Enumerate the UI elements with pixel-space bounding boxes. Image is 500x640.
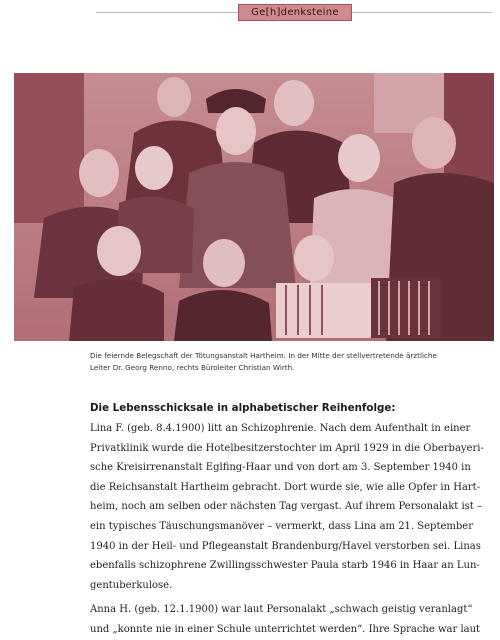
text-line: und „konnte nie in einer Schule unterrichtet werden“. Ihre Sprache war laut [90,623,481,635]
caption-line: Die feiernde Belegschaft der Tötungsanstalt Hartheim: In der Mitte der stellvertretende ärztliche [90,351,437,360]
text-line: sche Kreisirrenanstalt Eglfing-Haar und von dort am 3. September 1940 in [90,462,471,474]
header-rule-right [352,12,492,13]
paragraph-anna [90,600,494,639]
header-rule-left [96,12,238,13]
text-line: die Reichsanstalt Hartheim gebracht. Dort wurde sie, wie alle Opfer in Hart- [90,481,481,493]
text-line: ebenfalls schizophrene Zwillingsschwester Paula starb 1946 in Haar an Lun- [90,560,480,572]
section-heading: Die Lebensschicksale in alphabetischer Reihenfolge: [90,402,396,414]
text-line: 1940 in der Heil- und Pflegeanstalt Brandenburg/Havel verstorben sei. Linas [90,540,481,552]
text-line: Lina F. (geb. 8.4.1900) litt an Schizophrenie. Nach dem Aufenthalt in einer [90,423,471,434]
paragraph-lina [90,419,494,595]
text-line: ein typisches Täuschungsmanöver – vermerkt, dass Lina am 21. September [90,520,473,532]
group-photo [14,73,494,341]
text-line: Privatklinik wurde die Hotelbesitzerstochter im April 1929 in die Oberbayeri- [90,442,484,454]
text-line: heim, noch am selben oder nächsten Tag vergast. Auf ihrem Personalakt ist – [90,501,482,513]
text-line: Anna H. (geb. 12.1.1900) war laut Personalakt „schwach geistig veranlagt“ [90,604,473,615]
group-photo-illustration [14,73,494,341]
photo-caption [90,350,494,374]
text-line: gentuberkulose. [90,579,173,591]
caption-line: Leiter Dr. Georg Renno, rechts Büroleiter Christian Wirth. [90,363,295,372]
section-tag: Ge[h]denksteine [238,4,352,21]
